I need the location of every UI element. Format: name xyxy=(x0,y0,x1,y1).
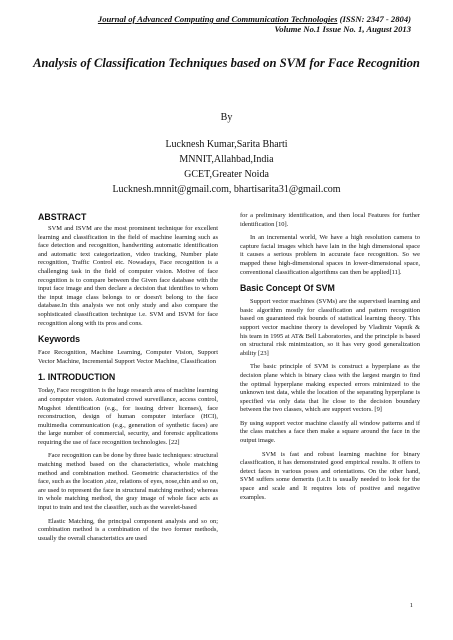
svm-paragraph-2: The basic principle of SVM is construct a hyperplane as the decision plane which is binary class with the largest margin to find the optimal hyperplane making expected errors minimized to the unknown test data, while the location of the separating hyperplane is specified via only data that lie close to the decision boundary between the two classes, which are support vectors. [9] xyxy=(240,363,420,414)
abstract-text: SVM and ISVM are the most prominent technique for excellent learning and classification in the field of machine learning such as face detection and recognition, handwriting automatic identification and automatic text categorization, video tracking, Number plate recognition, Traffic Control etc. Nowadays, Face recognition is a challenging task in the field of computer vision. Motive of face recognition is to compare between the Given face database with the input face image and then declare a decision that identifies to whom the input image class belongs to or doesn't belong to the face database.In this analysis we not only study and also compare the sophisticated classification technique i.e. SVM and ISVM for face recognition along with its pros and cons. xyxy=(38,225,218,327)
introduction-paragraph-3: Elastic Matching, the principal component analysis and so on; combination method is a combination of the two former methods, usually the overall characteristics are used xyxy=(38,517,218,542)
author-block xyxy=(0,137,453,197)
page-number: 1 xyxy=(409,602,413,609)
journal-name: Journal of Advanced Computing and Communication Technologies xyxy=(97,14,338,24)
journal-issn: (ISSN: 2347 - 2804) xyxy=(339,14,411,24)
svm-concept-heading: Basic Concept Of SVM xyxy=(240,283,335,294)
svm-paragraph-3: By using support vector machine classify all window patterns and if the class matches a face then make a square around the face in the output image. xyxy=(240,419,420,445)
author-affiliation-1: MNNIT,Allahbad,India xyxy=(179,154,274,165)
by-line: By xyxy=(220,112,233,123)
paper-title: Analysis of Classification Techniques based on SVM for Face Recognition xyxy=(33,56,420,70)
author-names: Lucknesh Kumar,Sarita Bharti xyxy=(165,139,288,150)
right-column xyxy=(240,212,420,507)
journal-volume: Volume No.1 Issue No. 1, August 2013 xyxy=(274,24,411,34)
keywords-text: Face Recognition, Machine Learning, Computer Vision, Support Vector Machine, Incremental Support Vector Machine, Classification xyxy=(38,349,218,365)
left-column xyxy=(38,212,218,548)
introduction-heading: 1. INTRODUCTION xyxy=(38,372,116,383)
svm-paragraph-1: Support vector machines (SVMs) are the supervised learning and basic algorithm mostly for classification and pattern recognition based on guaranteed risk bounds of statistical learning theory. This support vector machine theory is developed by Vladimir Vapnik & his team in 1995 at AT& Bell Laboratories, and the principle is based on structural risk minimization, so it has very good generalization ability [23] xyxy=(240,298,420,357)
introduction-paragraph-2: Face recognition can be done by three basic techniques: structural matching method based on the characteristics, whole matching method and combination method. Geometric characteristics of the face, such as the location ,size, relations of eyes, nose,chin and so on, are used to represent the face in structural matching method; whereas in whole matching method, the gray image of whole face acts as input to train and test the classifier, such as the wavelet-based xyxy=(38,452,218,512)
abstract-heading: ABSTRACT xyxy=(38,212,87,222)
introduction-paragraph-1: Today, Face recognition is the huge research area of machine learning and computer vision. Automated crowd surveillance, access control, Mugshot identification (e.g., for issuing driver licenses), face reconstruction, design of human computer interface (HCI), multimedia communication (e.g., generation of synthetic faces) are the large number of commercial, security, and forensic applications requiring the use of face recognition technologies. [22] xyxy=(38,387,218,446)
keywords-heading: Keywords xyxy=(38,334,81,345)
right-paragraph-1: for a preliminary identification, and then local Features for further identification [10]. xyxy=(240,212,420,228)
right-paragraph-2: In an incremental world, We have a high resolution camera to capture facial images which have lain in the high dimensional space it causes a serious problem in accurate face recognition. So we mapped these high-dimensional spaces in lower-dimensional space, conventional classification algorithms can then be applied[11]. xyxy=(240,234,420,276)
svm-paragraph-4: SVM is fast and robust learning machine for binary classification, it has demonstrated good empirical results. It offers to detect faces in various poses and orientations. On the other hand, SVM suffers some demerits (i.e.It is usually needed to look for the space and scale and It requires lots of positive and negative examples. xyxy=(240,450,420,501)
author-emails: Lucknesh.mnnit@gmail.com, bhartisarita31@gmail.com xyxy=(112,184,341,195)
journal-header xyxy=(98,14,411,34)
author-affiliation-2: GCET,Greater Noida xyxy=(184,169,269,180)
